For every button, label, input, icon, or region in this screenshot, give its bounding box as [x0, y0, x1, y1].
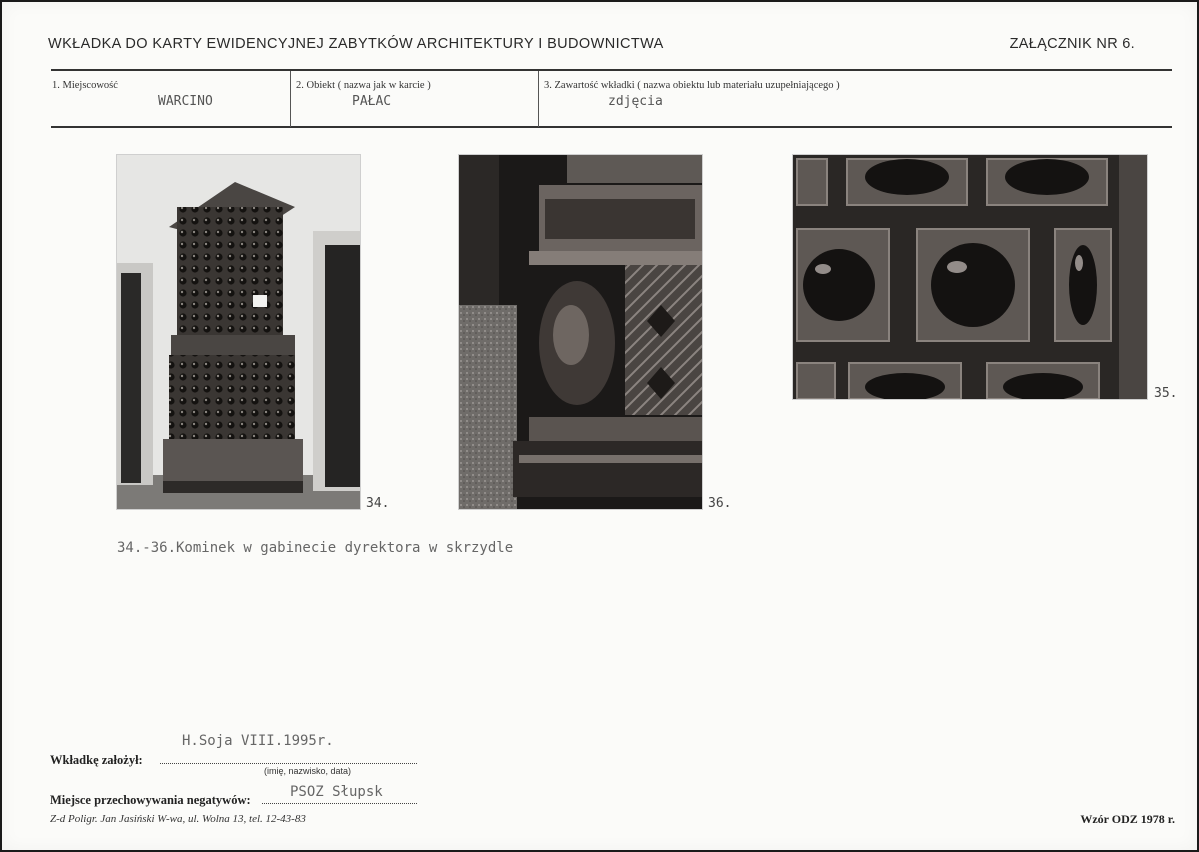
content-value: zdjęcia	[608, 94, 663, 109]
inventory-sheet	[2, 2, 1197, 850]
founder-hint: (imię, nazwisko, data)	[264, 766, 352, 776]
photo-number-34: 34.	[366, 496, 390, 511]
photo-number-35: 35.	[1154, 386, 1178, 401]
negatives-dotted-line	[262, 803, 417, 804]
form-model: Wzór ODZ 1978 r.	[1080, 812, 1175, 826]
founder-label: Wkładkę założył:	[50, 753, 143, 767]
photo-stove-tiles-detail	[792, 154, 1148, 400]
locality-label: 1. Miejscowość	[52, 80, 118, 91]
locality-value: WARCINO	[158, 94, 213, 109]
annex-number: ZAŁĄCZNIK NR 6.	[1009, 36, 1135, 52]
photo-stove-base-detail	[458, 154, 703, 510]
photo-number-36: 36.	[708, 496, 732, 511]
object-value: PAŁAC	[352, 94, 392, 109]
field-divider-2	[538, 71, 539, 127]
top-rule	[51, 69, 1172, 71]
content-label: 3. Zawartość wkładki ( nazwa obiektu lub materiału uzupełniającego )	[544, 80, 840, 91]
founder-value: H.Soja VIII.1995r.	[182, 733, 334, 749]
form-title: WKŁADKA DO KARTY EWIDENCYJNEJ ZABYTKÓW ARCHITEKTURY I BUDOWNICTWA	[48, 36, 664, 52]
negatives-label: Miejsce przechowywania negatywów:	[50, 793, 251, 807]
negatives-value: PSOZ Słupsk	[290, 784, 383, 800]
bottom-rule	[51, 126, 1172, 128]
photo-tiled-stove	[116, 154, 361, 510]
object-label: 2. Obiekt ( nazwa jak w karcie )	[296, 80, 431, 91]
printer-info: Z-d Poligr. Jan Jasiński W-wa, ul. Wolna 13, tel. 12-43-83	[50, 813, 306, 825]
photo-caption: 34.-36.Kominek w gabinecie dyrektora w skrzydle	[117, 540, 514, 556]
founder-dotted-line	[160, 763, 417, 764]
field-divider-1	[290, 71, 291, 127]
